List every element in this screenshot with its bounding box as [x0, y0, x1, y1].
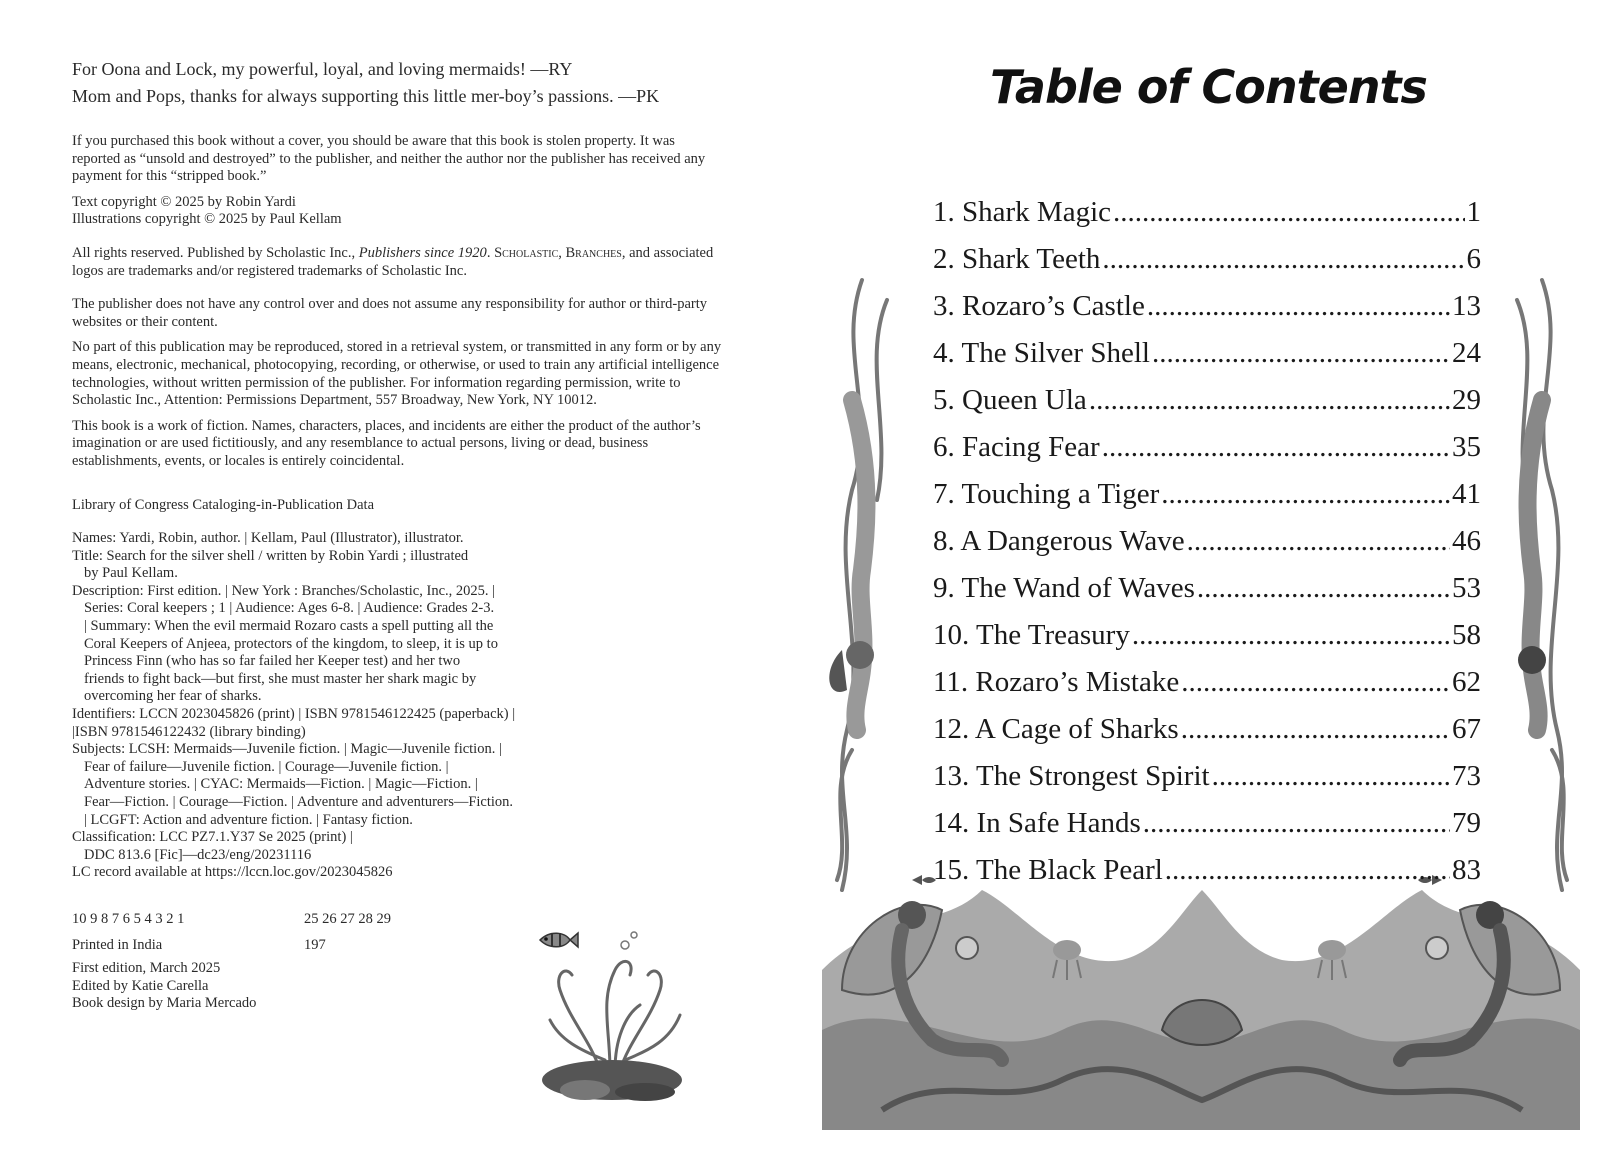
toc-entry	[933, 760, 1481, 807]
dot-leader	[1113, 196, 1465, 229]
rights-text: and associated logos are trademarks and/or registered trademarks of Scholastic Inc.	[72, 244, 714, 279]
dot-leader	[1212, 760, 1450, 793]
printed-in: Printed in India	[72, 936, 163, 953]
chapter-page: 13	[1452, 290, 1481, 322]
toc-title: Table of Contents	[990, 60, 1427, 114]
chapter-title: 4. The Silver Shell	[933, 337, 1150, 369]
cip-line: Princess Finn (who has so far failed her Keeper test) and her two	[84, 653, 461, 670]
dot-leader	[1143, 807, 1450, 840]
chapter-title: 3. Rozaro’s Castle	[933, 290, 1145, 322]
toc-entry	[933, 619, 1481, 666]
rights-text: .	[486, 244, 495, 261]
printed-code: 197	[304, 936, 326, 953]
cip-line: Series: Coral keepers ; 1 | Audience: Ages 6-8. | Audience: Grades 2-3.	[84, 600, 495, 617]
dedication	[72, 56, 722, 110]
chapter-title: 5. Queen Ula	[933, 384, 1087, 416]
toc-entry	[933, 290, 1481, 337]
dot-leader	[1089, 384, 1450, 417]
cip-line: Classification: LCC PZ7.1.Y37 Se 2025 (print) |	[72, 829, 353, 846]
toc-entry	[933, 196, 1481, 243]
cip-line: by Paul Kellam.	[84, 565, 178, 582]
cip-line: Adventure stories. | CYAC: Mermaids—Fiction. | Magic—Fiction. |	[84, 776, 478, 793]
rights-statement	[72, 245, 722, 280]
dot-leader	[1197, 572, 1450, 605]
cip-line: |ISBN 9781546122432 (library binding)	[72, 723, 306, 740]
chapter-page: 6	[1466, 243, 1481, 275]
cip-line: | Summary: When the evil mermaid Rozaro casts a spell putting all the	[84, 618, 494, 635]
chapter-page: 62	[1452, 666, 1481, 698]
chapter-title: 10. The Treasury	[933, 619, 1130, 651]
print-line: 10 9 8 7 6 5 4 3 2 1	[72, 910, 185, 927]
coral-illustration	[530, 920, 700, 1110]
cip-line: Names: Yardi, Robin, author. | Kellam, Paul (Illustrator), illustrator.	[72, 530, 464, 547]
edition-line: First edition, March 2025	[72, 959, 221, 976]
publisher-note: The publisher does not have any control over and does not assume any responsibility for author or third-party websites or their content.	[72, 296, 708, 330]
chapter-title: 7. Touching a Tiger	[933, 478, 1160, 510]
dot-leader	[1152, 337, 1450, 370]
chapter-title: 13. The Strongest Spirit	[933, 760, 1210, 792]
dedication-line: Mom and Pops, thanks for always supporting this little mer-boy’s passions. —PK	[72, 86, 660, 106]
cip-heading: Library of Congress Cataloging-in-Publication Data	[72, 496, 375, 513]
chapter-page: 46	[1452, 525, 1481, 557]
dot-leader	[1102, 243, 1464, 276]
dot-leader	[1181, 713, 1450, 746]
toc-entry	[933, 572, 1481, 619]
chapter-title: 8. A Dangerous Wave	[933, 525, 1185, 557]
rights-italic: Publishers since 1920	[358, 244, 487, 261]
toc-entry	[933, 713, 1481, 760]
chapter-page: 29	[1452, 384, 1481, 416]
illustrations-copyright: Illustrations copyright © 2025 by Paul Kellam	[72, 211, 342, 228]
toc-entry	[933, 478, 1481, 525]
editor-line: Edited by Katie Carella	[72, 977, 209, 994]
toc-entry	[933, 337, 1481, 384]
chapter-page: 53	[1452, 572, 1481, 604]
cip-data	[72, 530, 722, 882]
chapter-page: 79	[1452, 807, 1481, 839]
cip-line: Identifiers: LCCN 2023045826 (print) | ISBN 9781546122425 (paperback) |	[72, 706, 516, 723]
toc-entry	[933, 525, 1481, 572]
chapter-page: 41	[1452, 478, 1481, 510]
chapter-title: 12. A Cage of Sharks	[933, 713, 1179, 745]
dot-leader	[1187, 525, 1450, 558]
reproduction-notice: No part of this publication may be reproduced, stored in a retrieval system, or transmitted in any form or by any means, electronic, mechanical, photocopying, recording, or otherwise, or used to train any artificial intelligence technologies, without written permission of the publisher. For information regarding permission, write to Scholastic Inc., Attention: Permissions Department, 557 Broadway, New York, NY 10012.	[72, 339, 722, 409]
toc-entry	[933, 854, 1481, 901]
chapter-title: 2. Shark Teeth	[933, 243, 1101, 275]
cip-line: friends to fight back—but first, she must master her shark magic by	[84, 670, 477, 687]
chapter-page: 35	[1452, 431, 1481, 463]
chapter-page: 58	[1452, 619, 1481, 651]
chapter-title: 14. In Safe Hands	[933, 807, 1141, 839]
cip-line: | LCGFT: Action and adventure fiction. | Fantasy fiction.	[84, 811, 413, 828]
cip-line: LC record available at https://lccn.loc.gov/2023045826	[72, 864, 393, 881]
dot-leader	[1102, 431, 1450, 464]
toc-list	[933, 196, 1481, 901]
rights-trademarks: Scholastic, Branches,	[494, 244, 626, 261]
chapter-title: 11. Rozaro’s Mistake	[933, 666, 1180, 698]
chapter-page: 24	[1452, 337, 1481, 369]
dot-leader	[1165, 854, 1450, 887]
cip-line: Fear of failure—Juvenile fiction. | Courage—Juvenile fiction. |	[84, 758, 449, 775]
chapter-title: 6. Facing Fear	[933, 431, 1100, 463]
toc-entry	[933, 243, 1481, 290]
cip-line: overcoming her fear of sharks.	[84, 688, 262, 705]
text-copyright: Text copyright © 2025 by Robin Yardi	[72, 193, 296, 210]
dedication-line: For Oona and Lock, my powerful, loyal, and loving mermaids! —RY	[72, 59, 573, 79]
cip-line: Description: First edition. | New York : Branches/Scholastic, Inc., 2025. |	[72, 582, 496, 599]
copyright-page	[72, 56, 722, 1013]
dot-leader	[1132, 619, 1450, 652]
chapter-page: 1	[1466, 196, 1481, 228]
dot-leader	[1181, 666, 1450, 699]
cip-line: Coral Keepers of Anjeea, protectors of the kingdom, to sleep, it is up to	[84, 635, 498, 652]
toc-entry	[933, 431, 1481, 478]
cip-line: DDC 813.6 [Fic]—dc23/eng/20231116	[84, 846, 312, 863]
toc-entry	[933, 666, 1481, 713]
designer-line: Book design by Maria Mercado	[72, 995, 257, 1012]
toc-entry	[933, 384, 1481, 431]
rights-text: All rights reserved. Published by Scholastic Inc.,	[72, 244, 359, 261]
stripped-book-notice: If you purchased this book without a cover, you should be aware that this book is stolen property. It was reported as “unsold and destroyed” to the publisher, and neither the author nor the publisher has received any payment for this “stripped book.”	[72, 133, 706, 185]
chapter-page: 73	[1452, 760, 1481, 792]
chapter-page: 83	[1452, 854, 1481, 886]
cip-line: Subjects: LCSH: Mermaids—Juvenile fiction. | Magic—Juvenile fiction. |	[72, 741, 502, 758]
cip-line: Title: Search for the silver shell / written by Robin Yardi ; illustrated	[72, 547, 469, 564]
fiction-notice: This book is a work of fiction. Names, characters, places, and incidents are either the product of the author’s imagination or are used fictitiously, and any resemblance to actual persons, living or dead, business establishments, events, or locales is entirely coincidental.	[72, 417, 701, 469]
dot-leader	[1161, 478, 1450, 511]
cip-line: Fear—Fiction. | Courage—Fiction. | Adventure and adventurers—Fiction.	[84, 794, 514, 810]
chapter-title: 1. Shark Magic	[933, 196, 1111, 228]
dot-leader	[1147, 290, 1450, 323]
chapter-title: 9. The Wand of Waves	[933, 572, 1195, 604]
chapter-title: 15. The Black Pearl	[933, 854, 1163, 886]
chapter-page: 67	[1452, 713, 1481, 745]
print-years: 25 26 27 28 29	[304, 910, 391, 927]
toc-entry	[933, 807, 1481, 854]
